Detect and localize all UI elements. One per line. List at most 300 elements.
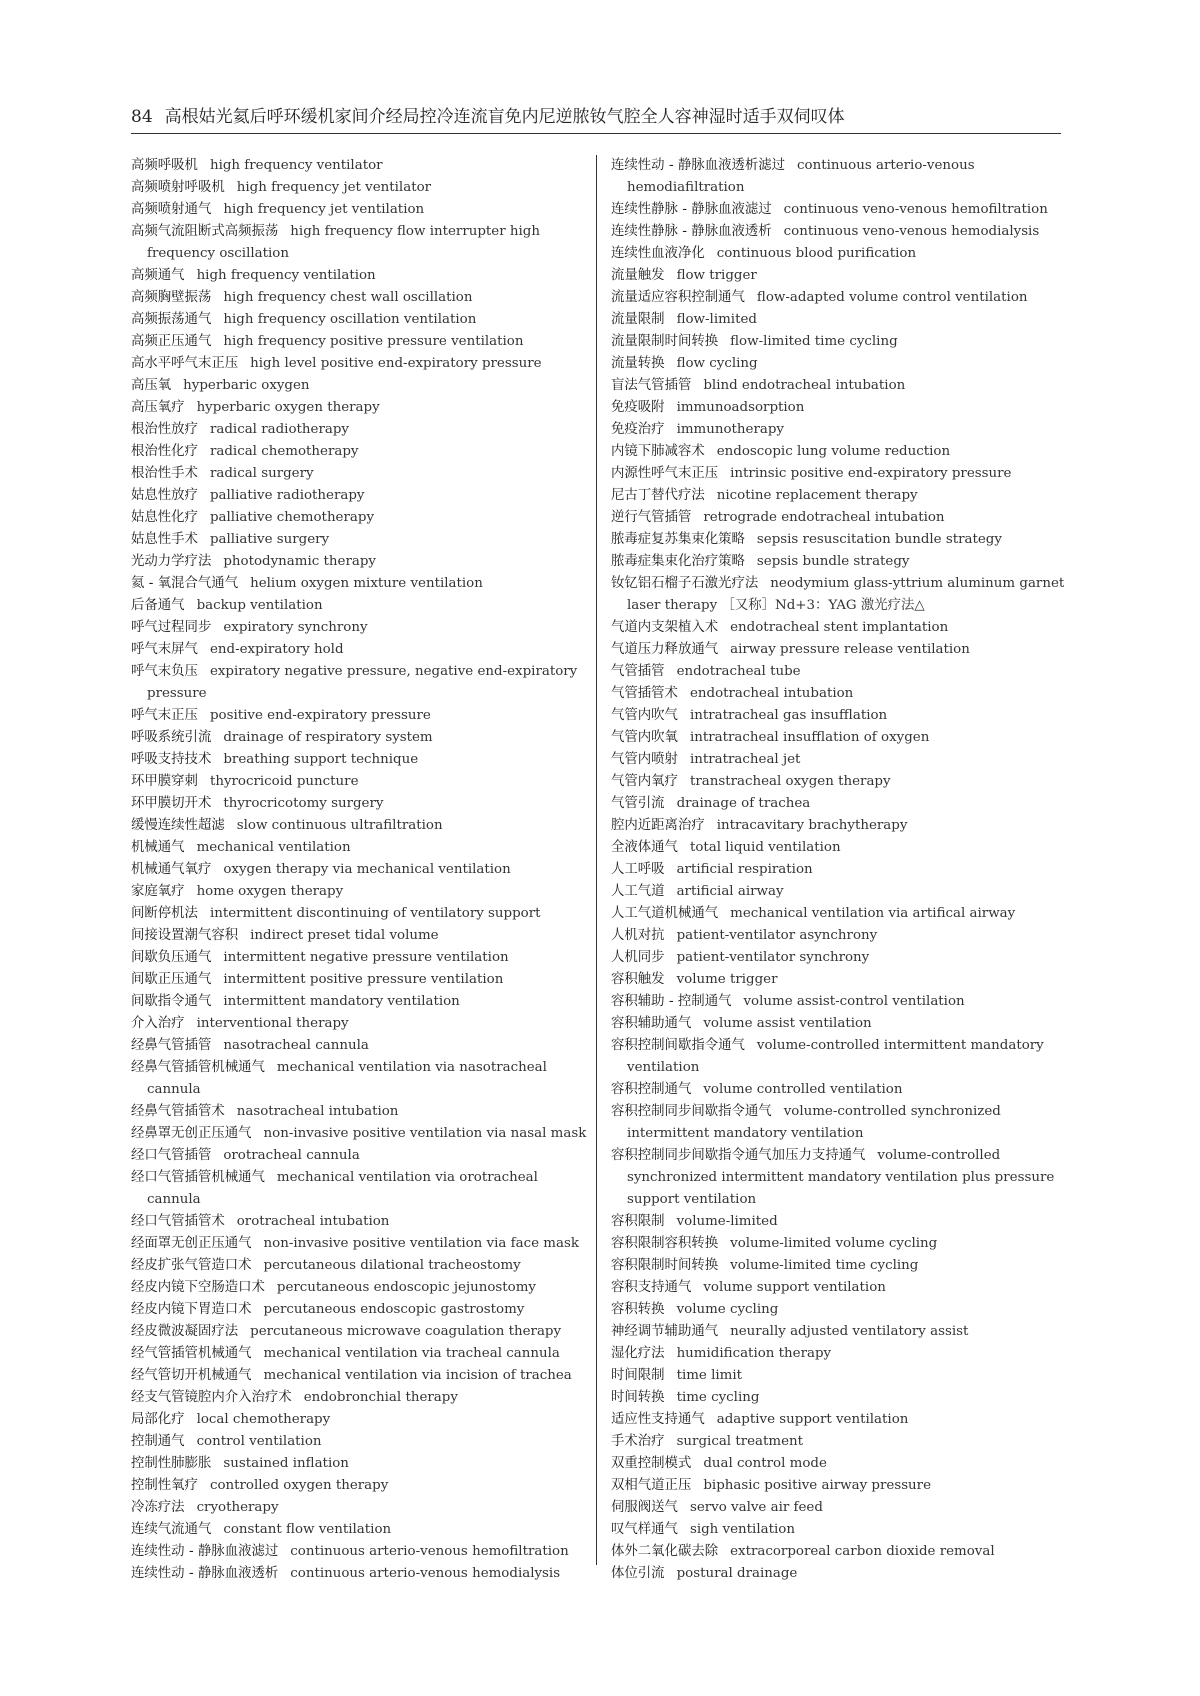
glossary-entry [611, 1387, 1066, 1409]
term-english: percutaneous dilational tracheostomy [263, 1258, 521, 1273]
glossary-entry [611, 903, 1066, 925]
term-english: volume support ventilation [703, 1280, 886, 1295]
glossary-entry [611, 1453, 1066, 1475]
term-english: humidification therapy [676, 1346, 832, 1361]
glossary-entry [611, 1409, 1066, 1431]
glossary-entry [131, 441, 591, 463]
term-english: sepsis resuscitation bundle strategy [756, 532, 1002, 547]
term-chinese: 气道压力释放通气 [611, 642, 719, 657]
glossary-entry [611, 969, 1066, 991]
term-english: endotracheal tube [676, 664, 801, 679]
glossary-entry [611, 1013, 1066, 1035]
term-english: time limit [676, 1368, 743, 1383]
term-english: home oxygen therapy [196, 884, 344, 899]
term-english: radical radiotherapy [209, 422, 349, 437]
term-chinese: 连续性静脉 - 静脉血液滤过 [611, 202, 772, 217]
term-english: airway pressure release ventilation [730, 642, 970, 657]
term-english: oxygen therapy via mechanical ventilation [223, 862, 511, 877]
term-chinese: 人机同步 [611, 950, 665, 965]
glossary-entry [611, 661, 1066, 683]
term-english: endotracheal stent implantation [730, 620, 949, 635]
glossary-entry [611, 991, 1066, 1013]
term-chinese: 容积限制容积转换 [611, 1236, 719, 1251]
term-english: hyperbaric oxygen [183, 378, 310, 393]
glossary-entry [611, 463, 1066, 485]
glossary-entry [611, 1035, 1066, 1079]
term-english: indirect preset tidal volume [250, 928, 439, 943]
glossary-entry [131, 1321, 591, 1343]
term-chinese: 容积限制 [611, 1214, 665, 1229]
term-chinese: 钕钇铝石榴子石激光疗法 [611, 576, 759, 591]
glossary-entry [611, 1343, 1066, 1365]
glossary-entry [611, 705, 1066, 727]
term-chinese: 容积控制同步间歇指令通气 [611, 1104, 772, 1119]
glossary-entry [611, 727, 1066, 749]
term-chinese: 控制性氧疗 [131, 1478, 198, 1493]
term-chinese: 光动力学疗法 [131, 554, 212, 569]
term-chinese: 双相气道正压 [611, 1478, 692, 1493]
glossary-entry [131, 155, 591, 177]
term-chinese: 高频正压通气 [131, 334, 212, 349]
term-chinese: 脓毒症复苏集束化策略 [611, 532, 745, 547]
glossary-entry [611, 573, 1066, 617]
glossary-entry [611, 1321, 1066, 1343]
glossary-entry [611, 287, 1066, 309]
term-english: blind endotracheal intubation [703, 378, 906, 393]
term-chinese: 连续性血液净化 [611, 246, 705, 261]
header-title: 高根姑光氦后呼环缓机家间介经局控冷连流盲免内尼逆脓钕气腔全人容神湿时适手双伺叹体 [164, 107, 845, 127]
term-english: cryotherapy [196, 1500, 279, 1515]
term-chinese: 湿化疗法 [611, 1346, 665, 1361]
term-chinese: 高频通气 [131, 268, 185, 283]
right-column [611, 155, 1066, 1585]
term-chinese: 体外二氧化碳去除 [611, 1544, 719, 1559]
glossary-entry [611, 1431, 1066, 1453]
term-english: thyrocricotomy surgery [223, 796, 384, 811]
term-english: flow-adapted volume control ventilation [756, 290, 1028, 305]
term-chinese: 环甲膜穿刺 [131, 774, 198, 789]
term-chinese: 气管内吹氧 [611, 730, 678, 745]
term-english: expiratory synchrony [223, 620, 368, 635]
term-english: neurally adjusted ventilatory assist [730, 1324, 969, 1339]
term-chinese: 高压氧 [131, 378, 172, 393]
glossary-entry [131, 947, 591, 969]
term-english: neodymium glass-yttrium aluminum garnet laser therapy ［又称］Nd+3：YAG 激光疗法△ [627, 576, 1065, 613]
glossary-entry [611, 881, 1066, 903]
glossary-entry [611, 1519, 1066, 1541]
term-english: controlled oxygen therapy [209, 1478, 389, 1493]
glossary-entry [611, 1299, 1066, 1321]
term-chinese: 高频喷射呼吸机 [131, 180, 225, 195]
glossary-entry [131, 1211, 591, 1233]
term-english: endobronchial therapy [303, 1390, 458, 1405]
glossary-entry [131, 925, 591, 947]
term-chinese: 呼气过程同步 [131, 620, 212, 635]
term-chinese: 根治性放疗 [131, 422, 198, 437]
term-english: nasotracheal intubation [236, 1104, 399, 1119]
term-chinese: 经口气管插管术 [131, 1214, 225, 1229]
term-chinese: 气管引流 [611, 796, 665, 811]
term-english: end-expiratory hold [209, 642, 344, 657]
term-english: high frequency jet ventilator [236, 180, 432, 195]
term-english: volume-controlled synchronized intermittent mandatory ventilation plus pressure support ventilation [627, 1148, 1055, 1207]
term-english: volume-limited [676, 1214, 778, 1229]
glossary-entry [611, 507, 1066, 529]
glossary-entry [131, 1233, 591, 1255]
term-chinese: 介入治疗 [131, 1016, 185, 1031]
term-english: volume trigger [676, 972, 778, 987]
term-chinese: 神经调节辅助通气 [611, 1324, 719, 1339]
term-chinese: 氦 - 氧混合气通气 [131, 576, 239, 591]
glossary-entry [611, 551, 1066, 573]
term-english: flow-limited time cycling [730, 334, 898, 349]
term-chinese: 根治性化疗 [131, 444, 198, 459]
term-chinese: 容积控制通气 [611, 1082, 692, 1097]
glossary-entry [611, 199, 1066, 221]
glossary-entry [131, 903, 591, 925]
term-chinese: 时间转换 [611, 1390, 665, 1405]
term-chinese: 内镜下肺减容术 [611, 444, 705, 459]
term-english: sigh ventilation [689, 1522, 795, 1537]
term-chinese: 盲法气管插管 [611, 378, 692, 393]
term-chinese: 免疫治疗 [611, 422, 665, 437]
glossary-entry [611, 375, 1066, 397]
term-english: volume assist-control ventilation [743, 994, 965, 1009]
glossary-entry [131, 815, 591, 837]
glossary-entry [131, 1057, 591, 1101]
glossary-entry [131, 793, 591, 815]
term-chinese: 气管插管术 [611, 686, 678, 701]
glossary-entry [131, 199, 591, 221]
term-english: flow trigger [676, 268, 757, 283]
term-chinese: 冷冻疗法 [131, 1500, 185, 1515]
term-english: intratracheal jet [689, 752, 801, 767]
term-english: positive end-expiratory pressure [209, 708, 431, 723]
term-english: postural drainage [676, 1566, 798, 1581]
term-chinese: 容积辅助 - 控制通气 [611, 994, 732, 1009]
glossary-entry [611, 221, 1066, 243]
glossary-entry [611, 1365, 1066, 1387]
glossary-entry [131, 1519, 591, 1541]
term-chinese: 间歇负压通气 [131, 950, 212, 965]
term-chinese: 人工呼吸 [611, 862, 665, 877]
glossary-entry [131, 1343, 591, 1365]
glossary-entry [131, 221, 591, 265]
term-chinese: 间接设置潮气容积 [131, 928, 239, 943]
term-english: sustained inflation [223, 1456, 349, 1471]
term-english: nicotine replacement therapy [716, 488, 918, 503]
term-chinese: 容积限制时间转换 [611, 1258, 719, 1273]
glossary-entry [611, 419, 1066, 441]
term-chinese: 高频振荡通气 [131, 312, 212, 327]
term-english: endotracheal intubation [689, 686, 854, 701]
term-chinese: 免疫吸附 [611, 400, 665, 415]
term-english: adaptive support ventilation [716, 1412, 909, 1427]
term-chinese: 伺服阀送气 [611, 1500, 678, 1515]
term-chinese: 呼吸支持技术 [131, 752, 212, 767]
glossary-entry [611, 155, 1066, 199]
term-english: continuous veno-venous hemofiltration [783, 202, 1048, 217]
term-chinese: 经皮扩张气管造口术 [131, 1258, 252, 1273]
term-english: local chemotherapy [196, 1412, 331, 1427]
glossary-entry [611, 771, 1066, 793]
term-chinese: 气管内氧疗 [611, 774, 678, 789]
term-english: interventional therapy [196, 1016, 349, 1031]
glossary-entry [131, 1145, 591, 1167]
term-english: patient-ventilator asynchrony [676, 928, 878, 943]
glossary-entry [611, 397, 1066, 419]
term-english: intratracheal insufflation of oxygen [689, 730, 930, 745]
glossary-entry [131, 991, 591, 1013]
term-english: volume-controlled intermittent mandatory ventilation [627, 1038, 1044, 1075]
term-chinese: 容积控制间歇指令通气 [611, 1038, 745, 1053]
term-chinese: 流量限制时间转换 [611, 334, 719, 349]
term-chinese: 经鼻气管插管 [131, 1038, 212, 1053]
term-chinese: 呼气末屏气 [131, 642, 198, 657]
term-english: palliative radiotherapy [209, 488, 365, 503]
term-chinese: 容积转换 [611, 1302, 665, 1317]
term-english: percutaneous endoscopic gastrostomy [263, 1302, 525, 1317]
glossary-entry [131, 287, 591, 309]
term-chinese: 经鼻气管插管机械通气 [131, 1060, 265, 1075]
term-english: mechanical ventilation via incision of trachea [263, 1368, 572, 1383]
term-chinese: 家庭氧疗 [131, 884, 185, 899]
glossary-entry [131, 177, 591, 199]
glossary-entry [611, 1233, 1066, 1255]
term-english: orotracheal cannula [223, 1148, 360, 1163]
glossary-entry [131, 507, 591, 529]
term-chinese: 连续性动 - 静脉血液透析 [131, 1566, 279, 1581]
term-chinese: 经皮内镜下空肠造口术 [131, 1280, 265, 1295]
glossary-entry [131, 1013, 591, 1035]
term-english: volume-limited time cycling [730, 1258, 919, 1273]
term-english: percutaneous microwave coagulation therapy [250, 1324, 562, 1339]
term-english: intermittent mandatory ventilation [223, 994, 460, 1009]
term-chinese: 叹气样通气 [611, 1522, 678, 1537]
glossary-entry [131, 661, 591, 705]
term-chinese: 体位引流 [611, 1566, 665, 1581]
glossary-entry [131, 639, 591, 661]
glossary-entry [611, 815, 1066, 837]
term-chinese: 经口气管插管机械通气 [131, 1170, 265, 1185]
term-chinese: 根治性手术 [131, 466, 198, 481]
glossary-entry [611, 749, 1066, 771]
term-english: slow continuous ultrafiltration [236, 818, 443, 833]
term-english: extracorporeal carbon dioxide removal [730, 1544, 995, 1559]
term-english: mechanical ventilation via orotracheal cannula [147, 1170, 538, 1207]
term-english: patient-ventilator synchrony [676, 950, 870, 965]
term-english: intermittent discontinuing of ventilatory support [209, 906, 541, 921]
term-chinese: 呼气末负压 [131, 664, 198, 679]
glossary-entry [611, 265, 1066, 287]
term-english: continuous arterio-venous hemodiafiltration [627, 158, 975, 195]
glossary-entry [611, 639, 1066, 661]
term-english: volume-controlled synchronized intermittent mandatory ventilation [627, 1104, 1001, 1141]
term-english: high frequency jet ventilation [223, 202, 425, 217]
glossary-entry [131, 353, 591, 375]
term-chinese: 连续性动 - 静脉血液透析滤过 [611, 158, 786, 173]
term-english: high frequency ventilator [209, 158, 383, 173]
term-english: non-invasive positive ventilation via face mask [263, 1236, 579, 1251]
term-english: hyperbaric oxygen therapy [196, 400, 380, 415]
glossary-entry [611, 925, 1066, 947]
glossary-entry [131, 419, 591, 441]
term-english: photodynamic therapy [223, 554, 376, 569]
term-english: drainage of respiratory system [223, 730, 433, 745]
term-chinese: 腔内近距离治疗 [611, 818, 705, 833]
glossary-entry [131, 485, 591, 507]
term-chinese: 经皮微波凝固疗法 [131, 1324, 239, 1339]
glossary-entry [131, 1387, 591, 1409]
glossary-entry [611, 441, 1066, 463]
term-chinese: 高水平呼气末正压 [131, 356, 239, 371]
term-english: retrograde endotracheal intubation [703, 510, 945, 525]
glossary-entry [131, 529, 591, 551]
term-english: backup ventilation [196, 598, 323, 613]
glossary-entry [131, 705, 591, 727]
glossary-entry [131, 1541, 591, 1563]
term-chinese: 缓慢连续性超滤 [131, 818, 225, 833]
term-english: artificial airway [676, 884, 784, 899]
term-chinese: 连续性静脉 - 静脉血液透析 [611, 224, 772, 239]
term-english: mechanical ventilation via nasotracheal cannula [147, 1060, 547, 1097]
term-chinese: 呼吸系统引流 [131, 730, 212, 745]
term-chinese: 经面罩无创正压通气 [131, 1236, 252, 1251]
glossary-entry [131, 771, 591, 793]
glossary-entry [131, 309, 591, 331]
term-chinese: 气管内吹气 [611, 708, 678, 723]
glossary-entry [131, 749, 591, 771]
glossary-entry [611, 793, 1066, 815]
glossary-entry [611, 309, 1066, 331]
term-chinese: 气管插管 [611, 664, 665, 679]
term-chinese: 姑息性放疗 [131, 488, 198, 503]
term-english: high frequency ventilation [196, 268, 376, 283]
glossary-entry [131, 573, 591, 595]
glossary-entry [131, 1409, 591, 1431]
term-english: high frequency flow interrupter high frequency oscillation [147, 224, 540, 261]
glossary-entry [131, 397, 591, 419]
term-chinese: 经鼻罩无创正压通气 [131, 1126, 252, 1141]
glossary-entry [611, 1145, 1066, 1211]
term-chinese: 人工气道 [611, 884, 665, 899]
term-chinese: 时间限制 [611, 1368, 665, 1383]
glossary-entry [611, 529, 1066, 551]
term-english: high level positive end-expiratory pressure [250, 356, 542, 371]
term-english: time cycling [676, 1390, 760, 1405]
term-english: servo valve air feed [689, 1500, 823, 1515]
glossary-entry [131, 1453, 591, 1475]
term-english: total liquid ventilation [689, 840, 841, 855]
glossary-entry [131, 1277, 591, 1299]
term-chinese: 尼古丁替代疗法 [611, 488, 705, 503]
term-chinese: 间歇正压通气 [131, 972, 212, 987]
term-english: high frequency positive pressure ventilation [223, 334, 524, 349]
glossary-entry [131, 1255, 591, 1277]
glossary-entry [131, 265, 591, 287]
glossary-entry [611, 683, 1066, 705]
glossary-entry [611, 1101, 1066, 1145]
term-chinese: 容积辅助通气 [611, 1016, 692, 1031]
glossary-entry [131, 727, 591, 749]
term-english: volume controlled ventilation [703, 1082, 903, 1097]
term-english: nasotracheal cannula [223, 1038, 369, 1053]
glossary-entry [131, 463, 591, 485]
glossary-entry [611, 1255, 1066, 1277]
term-chinese: 高压氧疗 [131, 400, 185, 415]
term-chinese: 经气管插管机械通气 [131, 1346, 252, 1361]
term-chinese: 环甲膜切开术 [131, 796, 212, 811]
glossary-entry [131, 375, 591, 397]
glossary-entry [131, 1365, 591, 1387]
term-english: orotracheal intubation [236, 1214, 390, 1229]
term-chinese: 人机对抗 [611, 928, 665, 943]
term-chinese: 逆行气管插管 [611, 510, 692, 525]
glossary-entry [611, 1277, 1066, 1299]
term-chinese: 连续性动 - 静脉血液滤过 [131, 1544, 279, 1559]
term-english: immunoadsorption [676, 400, 805, 415]
term-english: immunotherapy [676, 422, 785, 437]
glossary-entry [611, 1497, 1066, 1519]
glossary-entry [131, 1299, 591, 1321]
term-english: flow-limited [676, 312, 757, 327]
term-english: continuous arterio-venous hemodialysis [290, 1566, 561, 1581]
term-english: palliative chemotherapy [209, 510, 375, 525]
term-english: biphasic positive airway pressure [703, 1478, 932, 1493]
term-chinese: 全液体通气 [611, 840, 678, 855]
term-english: continuous veno-venous hemodialysis [783, 224, 1040, 239]
term-english: mechanical ventilation via artifical airway [730, 906, 1016, 921]
term-english: high frequency oscillation ventilation [223, 312, 477, 327]
term-chinese: 高频气流阻断式高频振荡 [131, 224, 279, 239]
glossary-entry [611, 243, 1066, 265]
term-chinese: 手术治疗 [611, 1434, 665, 1449]
term-chinese: 容积控制同步间歇指令通气加压力支持通气 [611, 1148, 866, 1163]
term-english: percutaneous endoscopic jejunostomy [276, 1280, 536, 1295]
term-chinese: 流量适应容积控制通气 [611, 290, 745, 305]
term-chinese: 控制性肺膨胀 [131, 1456, 212, 1471]
term-chinese: 后备通气 [131, 598, 185, 613]
term-english: intermittent negative pressure ventilation [223, 950, 509, 965]
term-chinese: 间歇指令通气 [131, 994, 212, 1009]
term-english: non-invasive positive ventilation via nasal mask [263, 1126, 587, 1141]
glossary-entry [131, 859, 591, 881]
term-english: drainage of trachea [676, 796, 811, 811]
term-english: intratracheal gas insufflation [689, 708, 888, 723]
page-number: 84 [131, 107, 153, 127]
term-english: artificial respiration [676, 862, 813, 877]
glossary-entry [611, 947, 1066, 969]
term-chinese: 局部化疗 [131, 1412, 185, 1427]
term-english: palliative surgery [209, 532, 330, 547]
term-chinese: 高频喷射通气 [131, 202, 212, 217]
glossary-entry [131, 595, 591, 617]
term-english: helium oxygen mixture ventilation [250, 576, 483, 591]
term-chinese: 控制通气 [131, 1434, 185, 1449]
term-chinese: 机械通气氧疗 [131, 862, 212, 877]
glossary-entry [611, 1475, 1066, 1497]
term-english: radical chemotherapy [209, 444, 359, 459]
glossary-entry [611, 1563, 1066, 1585]
term-english: intermittent positive pressure ventilation [223, 972, 504, 987]
term-english: intracavitary brachytherapy [716, 818, 908, 833]
term-english: surgical treatment [676, 1434, 804, 1449]
term-chinese: 经气管切开机械通气 [131, 1368, 252, 1383]
glossary-entry [131, 1167, 591, 1211]
term-chinese: 内源性呼气末正压 [611, 466, 719, 481]
glossary-entry [611, 331, 1066, 353]
glossary-entry [611, 1079, 1066, 1101]
